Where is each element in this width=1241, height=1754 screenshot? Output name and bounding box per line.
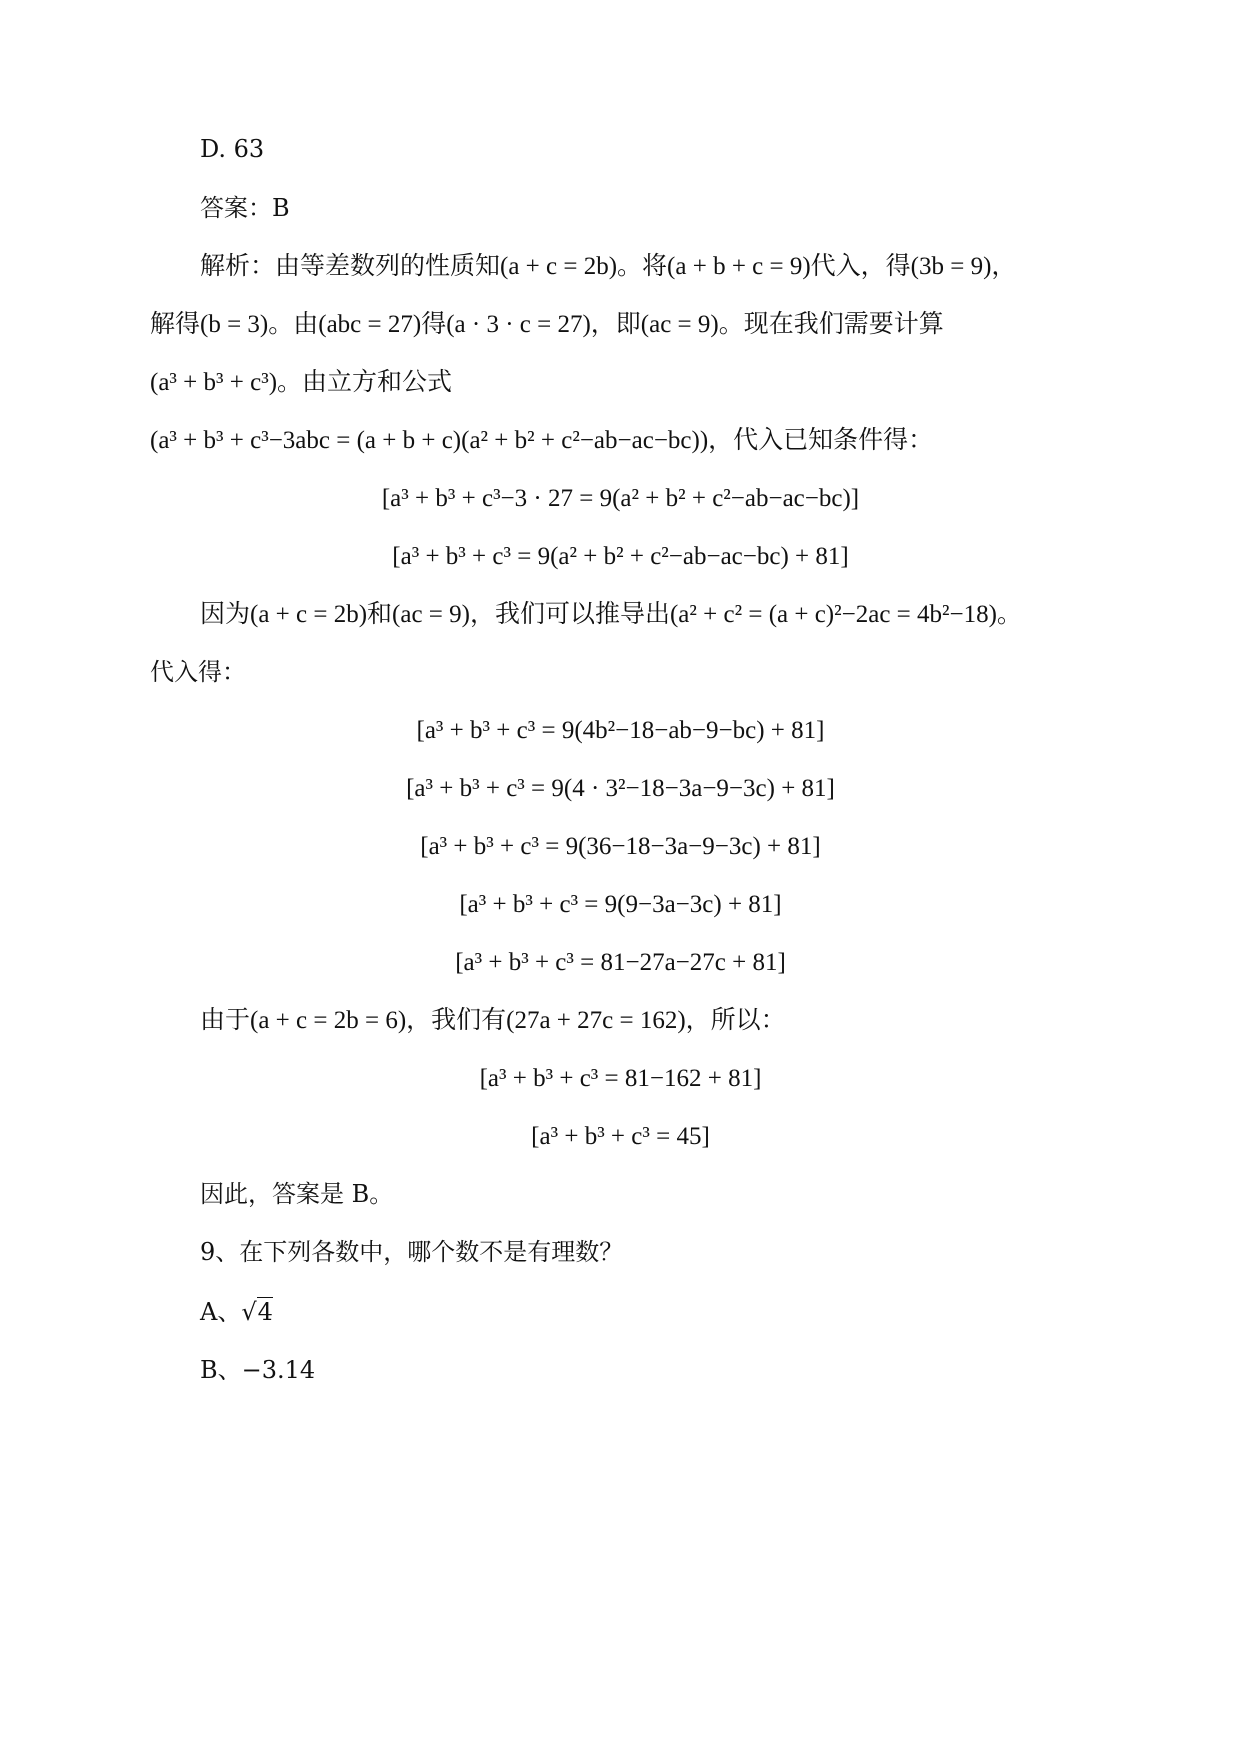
analysis-line-2: 解得(b = 3)。由(abc = 27)得(a · 3 · c = 27)，即(ac = 9)。现在我们需要计算 — [150, 311, 944, 338]
option-d: D. 63 — [200, 135, 265, 163]
answer-line: 答案：B — [200, 194, 290, 222]
equation-5: [a³ + b³ + c³ = 9(36−18−3a−9−3c) + 81] — [420, 833, 821, 860]
option-a-label: A、 — [200, 1298, 242, 1326]
analysis-line-5: 因为(a + c = 2b)和(ac = 9)，我们可以推导出(a² + c² = (a + c)²−2ac = 4b²−18)。 — [200, 601, 1022, 628]
analysis-line-6: 代入得： — [150, 658, 246, 686]
square-root — [241, 1298, 273, 1327]
radical-sign-icon: √ — [241, 1298, 257, 1326]
analysis-line-7: 由于(a + c = 2b = 6)，我们有(27a + 27c = 162)，所以： — [200, 1007, 786, 1034]
conclusion-line: 因此，答案是 B。 — [200, 1180, 394, 1208]
equation-8: [a³ + b³ + c³ = 81−162 + 81] — [479, 1065, 762, 1092]
analysis-line-3: (a³ + b³ + c³)。由立方和公式 — [150, 369, 453, 396]
analysis-line-1: 解析：由等差数列的性质知(a + c = 2b)。将(a + b + c = 9)代入，得(3b = 9)， — [200, 253, 1017, 280]
radicand: 4 — [257, 1298, 273, 1326]
analysis-line-4: (a³ + b³ + c³−3abc = (a + b + c)(a² + b² + c²−ab−ac−bc))，代入已知条件得： — [150, 427, 934, 454]
option-a — [200, 1298, 273, 1327]
equation-6: [a³ + b³ + c³ = 9(9−3a−3c) + 81] — [459, 891, 782, 918]
equation-7: [a³ + b³ + c³ = 81−27a−27c + 81] — [455, 949, 786, 976]
equation-3: [a³ + b³ + c³ = 9(4b²−18−ab−9−bc) + 81] — [416, 717, 825, 744]
equation-4: [a³ + b³ + c³ = 9(4 · 3²−18−3a−9−3c) + 81] — [406, 775, 835, 802]
option-b: B、−3.14 — [200, 1356, 316, 1384]
equation-1: [a³ + b³ + c³−3 · 27 = 9(a² + b² + c²−ab−ac−bc)] — [381, 485, 860, 512]
equation-9: [a³ + b³ + c³ = 45] — [531, 1123, 710, 1150]
equation-2: [a³ + b³ + c³ = 9(a² + b² + c²−ab−ac−bc) + 81] — [392, 543, 849, 570]
question-9: 9、在下列各数中，哪个数不是有理数？ — [200, 1238, 624, 1266]
